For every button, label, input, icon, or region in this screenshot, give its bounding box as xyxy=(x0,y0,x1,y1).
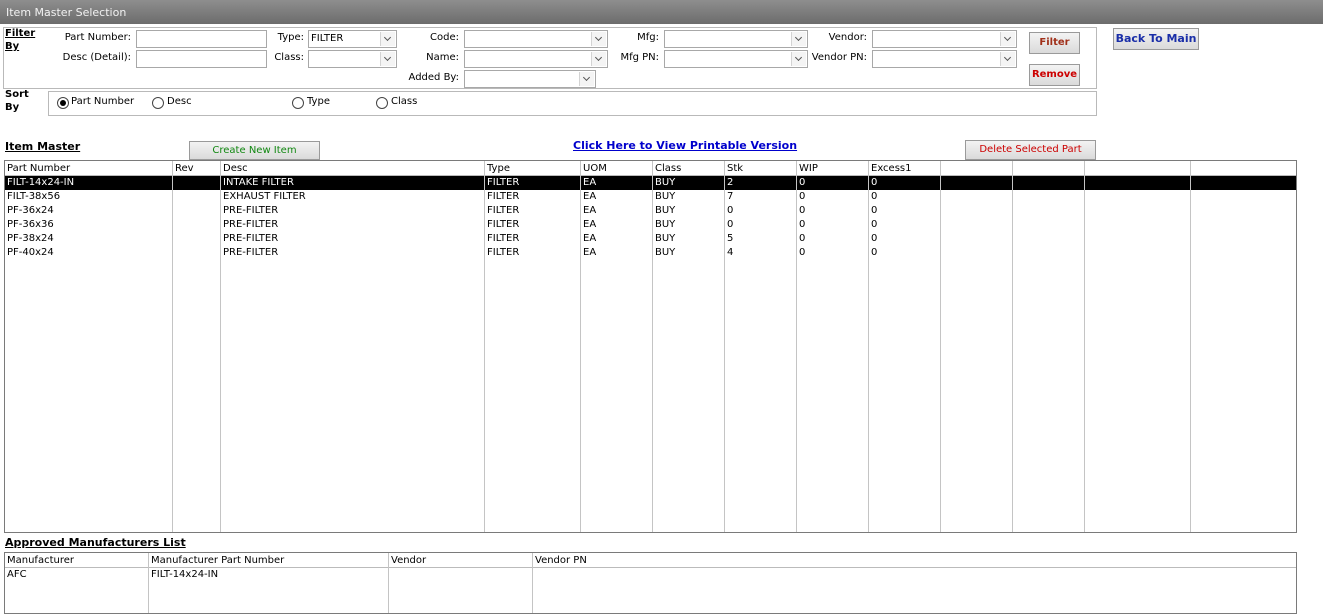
item-cell: EA xyxy=(583,177,597,188)
aml-cell: FILT-14x24-IN xyxy=(151,569,219,580)
item-column-header[interactable] xyxy=(1191,161,1297,176)
item-column-header[interactable]: UOM xyxy=(583,163,607,174)
item-cell: FILT-14x24-IN xyxy=(7,177,75,188)
column-divider xyxy=(868,161,869,532)
column-divider xyxy=(580,161,581,532)
item-column-header[interactable]: Stk xyxy=(727,163,744,174)
aml-table[interactable] xyxy=(4,552,1297,614)
mfg-label: Mfg: xyxy=(637,32,659,43)
item-cell: FILT-38x56 xyxy=(7,191,61,202)
item-cell xyxy=(173,246,221,260)
item-cell xyxy=(173,218,221,232)
item-row[interactable] xyxy=(5,218,1296,232)
item-cell: FILTER xyxy=(487,219,520,230)
mfg-pn-select[interactable] xyxy=(664,50,808,68)
item-cell: 0 xyxy=(871,233,878,244)
column-divider xyxy=(484,161,485,532)
chevron-down-icon[interactable] xyxy=(380,52,395,66)
item-cell: 0 xyxy=(871,247,878,258)
item-cell: BUY xyxy=(655,247,676,258)
item-cell: 0 xyxy=(727,205,734,216)
item-cell: EA xyxy=(583,247,597,258)
name-select[interactable] xyxy=(464,50,608,68)
aml-header xyxy=(5,553,1296,568)
type-label: Type: xyxy=(277,32,304,43)
name-label: Name: xyxy=(426,52,459,63)
item-cell: FILTER xyxy=(487,233,520,244)
item-column-header[interactable]: WIP xyxy=(799,163,818,174)
item-cell: 0 xyxy=(727,219,734,230)
item-master-heading: Item Master xyxy=(5,140,81,153)
aml-heading: Approved Manufacturers List xyxy=(5,536,186,549)
item-cell xyxy=(173,204,221,218)
item-column-header[interactable]: Excess1 xyxy=(871,163,912,174)
type-select-value: FILTER xyxy=(311,33,344,44)
chevron-down-icon[interactable] xyxy=(791,32,806,46)
column-divider xyxy=(1012,161,1013,532)
column-divider xyxy=(796,161,797,532)
item-cell: BUY xyxy=(655,177,676,188)
chevron-down-icon[interactable] xyxy=(380,32,395,46)
aml-cell xyxy=(389,568,533,582)
item-cell xyxy=(173,190,221,204)
sort-type-radio[interactable] xyxy=(292,97,304,109)
item-cell: PF-36x36 xyxy=(7,219,54,230)
chevron-down-icon[interactable] xyxy=(1000,32,1015,46)
item-cell: 5 xyxy=(727,233,734,244)
item-cell: PF-38x24 xyxy=(7,233,54,244)
item-cell: FILTER xyxy=(487,191,520,202)
column-divider xyxy=(652,161,653,532)
item-cell: 0 xyxy=(799,247,806,258)
code-label: Code: xyxy=(430,32,459,43)
item-cell xyxy=(173,232,221,246)
item-cell: 7 xyxy=(727,191,734,202)
chevron-down-icon[interactable] xyxy=(591,32,606,46)
code-select[interactable] xyxy=(464,30,608,48)
item-cell: 0 xyxy=(799,177,806,188)
aml-column-header[interactable]: Manufacturer xyxy=(7,555,74,566)
item-cell: 0 xyxy=(799,219,806,230)
class-select[interactable] xyxy=(308,50,397,68)
part-number-label: Part Number: xyxy=(64,32,131,43)
aml-row[interactable] xyxy=(5,568,1296,582)
item-cell: BUY xyxy=(655,219,676,230)
aml-column-header[interactable]: Manufacturer Part Number xyxy=(151,555,285,566)
window-title-bar xyxy=(0,0,1323,24)
sort-part-number-label[interactable]: Part Number xyxy=(71,96,135,107)
item-cell: 0 xyxy=(799,191,806,202)
item-cell: PRE-FILTER xyxy=(223,247,279,258)
sort-desc-radio[interactable] xyxy=(152,97,164,109)
create-new-item-button[interactable]: Create New Item xyxy=(189,141,320,160)
aml-column-header[interactable]: Vendor PN xyxy=(535,555,587,566)
item-row[interactable] xyxy=(5,204,1296,218)
item-row[interactable] xyxy=(5,232,1296,246)
item-column-header[interactable] xyxy=(941,161,1013,176)
added-by-select[interactable] xyxy=(464,70,596,88)
column-divider xyxy=(172,161,173,532)
item-cell: INTAKE FILTER xyxy=(223,177,294,188)
type-select[interactable] xyxy=(308,30,397,48)
item-cell: EA xyxy=(583,191,597,202)
item-cell: 0 xyxy=(799,205,806,216)
part-number-input[interactable] xyxy=(136,30,267,48)
item-column-header[interactable]: Desc xyxy=(223,163,248,174)
sort-desc-label[interactable]: Desc xyxy=(167,96,192,107)
column-divider xyxy=(532,553,533,613)
sort-class-label[interactable]: Class xyxy=(391,96,418,107)
item-column-header[interactable] xyxy=(1013,161,1085,176)
aml-cell xyxy=(533,568,1297,582)
item-cell: FILTER xyxy=(487,177,520,188)
desc-detail-input[interactable] xyxy=(136,50,267,68)
item-cell: BUY xyxy=(655,191,676,202)
mfg-select[interactable] xyxy=(664,30,808,48)
back-to-main-button[interactable]: Back To Main xyxy=(1113,28,1199,50)
class-label: Class: xyxy=(274,52,304,63)
item-row[interactable] xyxy=(5,246,1296,260)
column-divider xyxy=(1190,161,1191,532)
item-master-table[interactable] xyxy=(4,160,1297,533)
item-row[interactable] xyxy=(5,190,1296,204)
item-column-header[interactable]: Rev xyxy=(175,163,194,174)
item-column-header[interactable]: Part Number xyxy=(7,163,71,174)
aml-cell: AFC xyxy=(7,569,27,580)
column-divider xyxy=(220,161,221,532)
chevron-down-icon[interactable] xyxy=(791,52,806,66)
printable-version-link[interactable]: Click Here to View Printable Version xyxy=(573,139,798,152)
item-cell: FILTER xyxy=(487,205,520,216)
item-cell: 0 xyxy=(799,233,806,244)
item-cell: PRE-FILTER xyxy=(223,233,279,244)
item-cell: BUY xyxy=(655,233,676,244)
remove-button[interactable]: Remove xyxy=(1029,64,1080,86)
chevron-down-icon[interactable] xyxy=(591,52,606,66)
mfg-pn-label: Mfg PN: xyxy=(620,52,659,63)
aml-column-header[interactable]: Vendor xyxy=(391,555,427,566)
vendor-pn-select[interactable] xyxy=(872,50,1017,68)
item-cell: 2 xyxy=(727,177,734,188)
item-cell xyxy=(173,176,221,190)
item-cell: 0 xyxy=(871,191,878,202)
chevron-down-icon[interactable] xyxy=(1000,52,1015,66)
column-divider xyxy=(148,553,149,613)
vendor-pn-label: Vendor PN: xyxy=(811,52,867,63)
sort-type-label[interactable]: Type xyxy=(307,96,330,107)
sort-part-number-radio[interactable] xyxy=(57,97,69,109)
item-cell: EXHAUST FILTER xyxy=(223,191,306,202)
sort-by-heading: Sort By xyxy=(5,89,29,113)
item-cell: 0 xyxy=(871,219,878,230)
sort-class-radio[interactable] xyxy=(376,97,388,109)
item-column-header[interactable]: Type xyxy=(487,163,510,174)
column-divider xyxy=(388,553,389,613)
vendor-select[interactable] xyxy=(872,30,1017,48)
item-cell: PRE-FILTER xyxy=(223,219,279,230)
column-divider xyxy=(1084,161,1085,532)
vendor-label: Vendor: xyxy=(828,32,867,43)
item-cell: PF-36x24 xyxy=(7,205,54,216)
chevron-down-icon[interactable] xyxy=(579,72,594,86)
item-cell: EA xyxy=(583,219,597,230)
window-title: Item Master Selection xyxy=(6,6,127,19)
item-cell: FILTER xyxy=(487,247,520,258)
delete-selected-part-button[interactable]: Delete Selected Part xyxy=(965,140,1096,160)
item-column-header[interactable]: Class xyxy=(655,163,682,174)
item-cell: EA xyxy=(583,205,597,216)
desc-detail-label: Desc (Detail): xyxy=(62,52,131,63)
item-master-header xyxy=(5,161,1296,176)
item-cell: 0 xyxy=(871,205,878,216)
added-by-label: Added By: xyxy=(408,72,459,83)
item-cell: PF-40x24 xyxy=(7,247,54,258)
column-divider xyxy=(724,161,725,532)
sort-panel xyxy=(48,91,1097,116)
item-row[interactable] xyxy=(5,176,1296,190)
item-cell: BUY xyxy=(655,205,676,216)
item-column-header[interactable] xyxy=(1085,161,1191,176)
item-cell: 4 xyxy=(727,247,734,258)
item-cell: PRE-FILTER xyxy=(223,205,279,216)
item-cell: EA xyxy=(583,233,597,244)
filter-button[interactable]: Filter xyxy=(1029,32,1080,54)
item-cell: 0 xyxy=(871,177,878,188)
column-divider xyxy=(940,161,941,532)
filter-by-heading: Filter By xyxy=(5,28,36,52)
